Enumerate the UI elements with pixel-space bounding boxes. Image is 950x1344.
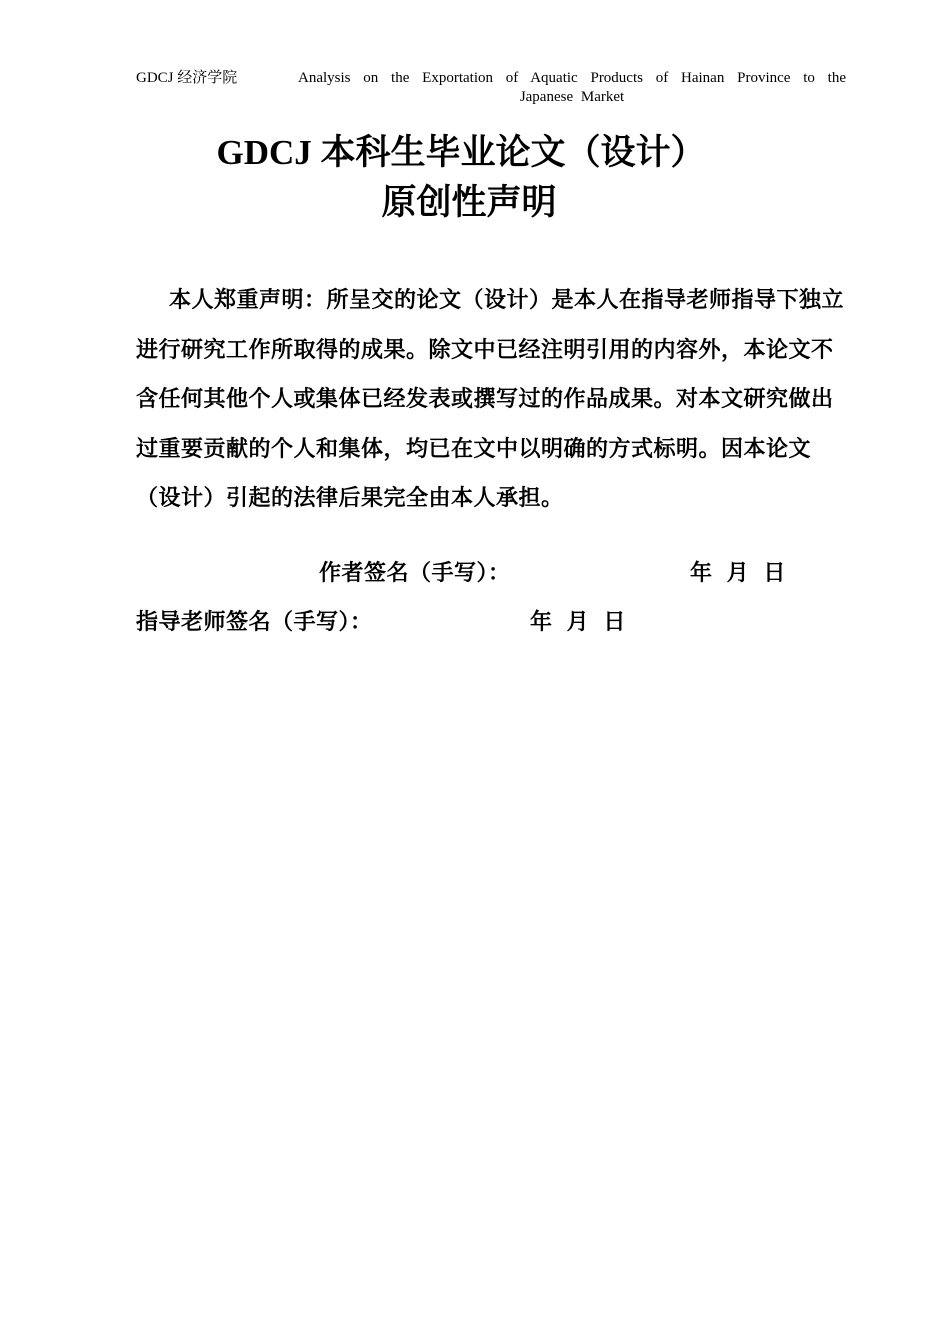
header-school: GDCJ 经济学院 — [136, 70, 238, 86]
document-title: GDCJ 本科生毕业论文（设计） — [216, 133, 706, 172]
declaration-paragraph: 本人郑重声明：所呈交的论文（设计）是本人在指导老师指导下独立进行研究工作所取得的成果。除文中已经注明引用的内容外，本论文不含任何其他个人或集体已经发表或撰写过的作品成果。对本文研究做出过重要贡献的个人和集体，均已在文中以明确的方式标明。因本论文（设计）引起的法律后果完全由本人承担。 — [136, 288, 845, 512]
header-thesis-title: Analysis on the Exportation of Aquatic Products of Hainan Province to the Japanese Market — [298, 70, 846, 105]
advisor-signature-label: 指导老师签名（手写）： — [136, 610, 373, 635]
author-signature-date: 年 月 日 — [690, 561, 786, 586]
author-signature-label: 作者签名（手写）： — [319, 561, 511, 586]
document-subtitle: 原创性声明 — [381, 183, 557, 222]
advisor-signature-date: 年 月 日 — [530, 610, 626, 635]
